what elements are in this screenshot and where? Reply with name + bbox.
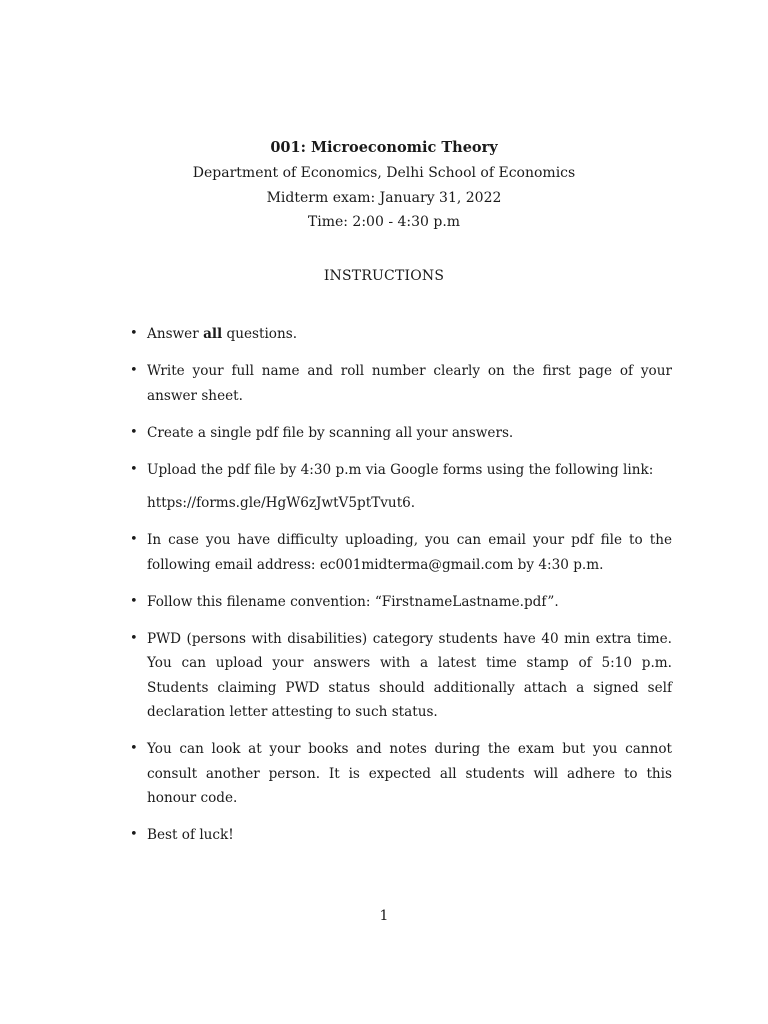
instruction-item xyxy=(128,359,672,408)
page-number: 1 xyxy=(379,908,389,924)
instructions-list xyxy=(128,322,672,860)
instruction-emphasis: all xyxy=(203,326,223,342)
exam-time-line: Time: 2:00 - 4:30 p.m xyxy=(307,214,461,230)
instructions-heading: INSTRUCTIONS xyxy=(323,268,445,284)
bullet-icon: • xyxy=(130,741,138,756)
bullet-icon: • xyxy=(130,593,138,609)
instruction-item xyxy=(128,528,672,577)
instruction-item xyxy=(128,823,672,848)
instruction-item xyxy=(128,322,672,347)
instruction-item xyxy=(128,421,672,446)
course-title: 001: Microeconomic Theory xyxy=(270,139,498,156)
bullet-icon: • xyxy=(130,827,138,842)
department-line: Department of Economics, Delhi School of Economics xyxy=(192,165,576,181)
instruction-text: questions. xyxy=(222,326,298,342)
bullet-icon: • xyxy=(130,532,138,547)
instruction-text: Create a single pdf file by scanning all your answers. xyxy=(147,424,514,441)
bullet-icon: • xyxy=(130,461,138,477)
instruction-text: PWD (persons with disabilities) category students have 40 min extra time. You can upload your answers with a latest time stamp of 5:10 p.m. Students claiming PWD status should additionally attach a signed self declaration letter attesting to such status. xyxy=(147,630,672,720)
instruction-text: Best of luck! xyxy=(147,827,234,843)
instruction-item xyxy=(128,458,672,516)
bullet-icon: • xyxy=(130,326,138,341)
exam-header xyxy=(0,138,768,235)
instruction-text: Answer xyxy=(147,326,204,342)
instruction-text: You can look at your books and notes during the exam but you cannot consult another person. It is expected all students will adhere to this honour code. xyxy=(147,741,672,806)
bullet-icon: • xyxy=(130,630,138,646)
exam-date-line: Midterm exam: January 31, 2022 xyxy=(266,189,502,206)
instruction-text: Follow this filename convention: “FirstnameLastname.pdf”. xyxy=(147,593,559,610)
instruction-item xyxy=(128,590,672,615)
bullet-icon: • xyxy=(130,363,138,378)
google-form-link[interactable]: https://forms.gle/HgW6zJwtV5ptTvut6. xyxy=(147,495,416,511)
instruction-item xyxy=(128,737,672,811)
instruction-text: Write your full name and roll number clearly on the first page of your answer sheet. xyxy=(147,363,672,404)
instruction-text: In case you have difficulty uploading, you can email your pdf file to the following email address: ec001midterma@gmail.com by 4:30 p.m. xyxy=(147,532,672,573)
bullet-icon: • xyxy=(130,424,138,440)
instruction-item xyxy=(128,627,672,725)
instruction-text: Upload the pdf file by 4:30 p.m via Google forms using the following link: xyxy=(147,461,654,478)
